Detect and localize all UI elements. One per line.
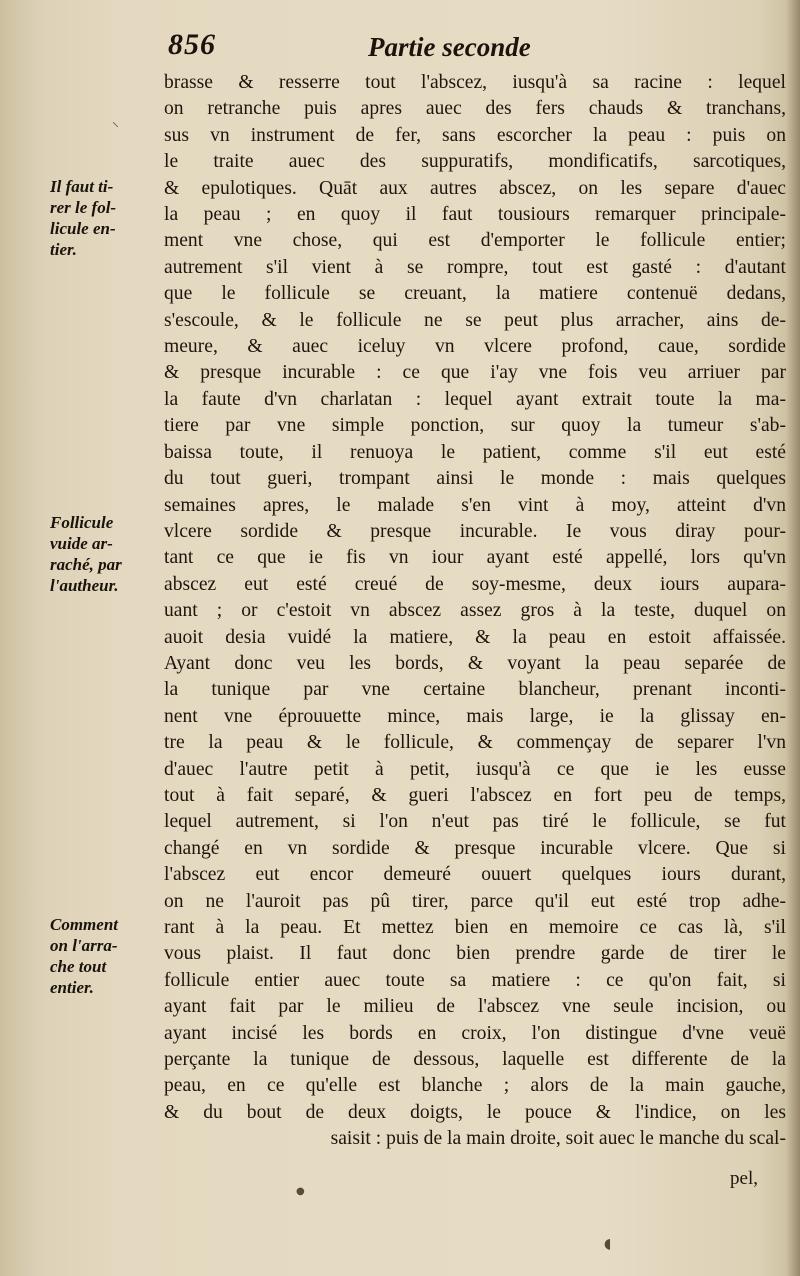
- text-line: meure, & auec iceluy vn vlcere profond, caue, sordide: [164, 336, 786, 358]
- text-line: & presque incurable : ce que i'ay vne fois veu arriuer par: [164, 362, 786, 384]
- catchword: pel,: [730, 1168, 758, 1189]
- margin-note-line: tier.: [50, 240, 77, 259]
- text-line: que le follicule se creuant, la matiere contenuë dedans,: [164, 283, 786, 305]
- text-line: rant à la peau. Et mettez bien en memoire ce cas là, s'il: [164, 917, 786, 938]
- text-line: perçante la tunique de dessous, laquelle est differente de la: [164, 1049, 786, 1071]
- margin-note-line: licule en-: [50, 219, 116, 238]
- margin-note-line: Comment: [50, 915, 119, 934]
- main-text-block: [164, 70, 786, 1153]
- margin-note-how-to-extract: [50, 914, 158, 998]
- margin-note-empty-follicle: [50, 512, 158, 596]
- text-line: ayant incisé les bords en croix, l'on distingue d'vne veuë: [164, 1022, 786, 1044]
- text-line: brasse & resserre tout l'abscez, iusqu'à sa racine : lequel: [164, 72, 786, 93]
- text-line: peau, en ce qu'elle est blanche ; alors de la main gauche,: [164, 1075, 786, 1097]
- text-line: baissa toute, il renuoya le patient, comme s'il eut esté: [164, 441, 786, 463]
- margin-note-line: l'autheur.: [50, 576, 119, 595]
- ink-speck-mark: ⸌: [112, 120, 119, 136]
- margin-note-line: che tout: [50, 957, 107, 976]
- text-line: semaines apres, le malade s'en vint à moy, atteint d'vn: [164, 494, 786, 516]
- margin-note-line: Il faut ti-: [50, 177, 114, 196]
- page-number: 856: [168, 28, 216, 61]
- margin-note-line: Follicule: [50, 513, 114, 532]
- text-line: sus vn instrument de fer, sans escorcher la peau : puis on: [164, 124, 786, 146]
- text-line: abscez eut esté creué de soy-mesme, deux iours aupara-: [164, 573, 786, 595]
- text-line: d'auec l'autre petit à petit, iusqu'à ce que ie les eusse: [164, 758, 786, 780]
- margin-note-line: entier.: [50, 978, 94, 997]
- text-line: Ayant donc veu les bords, & voyant la peau separée de: [164, 652, 786, 674]
- text-line: la faute d'vn charlatan : lequel ayant extrait toute la ma-: [164, 388, 786, 410]
- margin-note-line: vuide ar-: [50, 534, 113, 553]
- margin-note-line: raché, par: [50, 555, 122, 574]
- text-line: saisit : puis de la main droite, soit auec le manche du scal-: [330, 1128, 786, 1150]
- text-line: le traite auec des suppuratifs, mondificatifs, sarcotiques,: [164, 151, 786, 173]
- ink-dot-mark: ●: [296, 1186, 305, 1197]
- text-line: tout à fait separé, & gueri l'abscez en fort peu de temps,: [164, 784, 786, 806]
- page-header: [168, 28, 588, 72]
- text-line: autrement s'il vient à se rompre, tout est gasté : d'autant: [164, 256, 786, 278]
- text-line: uant ; or c'estoit vn abscez assez gros à la teste, duquel on: [164, 600, 786, 622]
- text-line: vous plaist. Il faut donc bien prendre garde de tirer le: [164, 943, 786, 965]
- text-line: du tout gueri, trompant ainsi le monde : mais quelques: [164, 468, 786, 490]
- text-line: tre la peau & le follicule, & commençay de separer l'vn: [164, 732, 786, 754]
- running-head: Partie seconde: [368, 32, 531, 62]
- text-line: follicule entier auec toute sa matiere : ce qu'on fait, si: [164, 969, 786, 991]
- page-gutter-shadow: [786, 0, 800, 1276]
- text-line: s'escoule, & le follicule ne se peut plus arracher, ains de-: [164, 309, 786, 331]
- text-line: vlcere sordide & presque incurable. Ie vous diray pour-: [164, 520, 786, 542]
- text-line: tant ce que ie fis vn iour ayant esté appellé, lors qu'vn: [164, 547, 786, 569]
- text-line: ayant fait par le milieu de l'abscez vne seule incision, ou: [164, 996, 786, 1018]
- text-line: on retranche puis apres auec des fers chauds & tranchans,: [164, 98, 786, 120]
- text-line: on ne l'auroit pas pû tirer, parce qu'il eut esté trop adhe-: [164, 890, 786, 912]
- margin-note-line: on l'arra-: [50, 936, 118, 955]
- margin-note-follicle-entire: [50, 176, 158, 260]
- text-line: auoit desia vuidé la matiere, & la peau en estoit affaissée.: [164, 626, 786, 648]
- text-line: la peau ; en quoy il faut tousiours remarquer principale-: [164, 204, 786, 226]
- text-line: changé en vn sordide & presque incurable vlcere. Que si: [164, 837, 786, 859]
- text-line: & du bout de deux doigts, le pouce & l'indice, on les: [164, 1101, 786, 1123]
- text-line: nent vne éprouuette mince, mais large, ie la glissay en-: [164, 705, 786, 727]
- text-line: & epulotiques. Quāt aux autres abscez, on les separe d'auec: [164, 177, 786, 199]
- text-line: l'abscez eut encor demeuré ouuert quelques iours durant,: [164, 864, 786, 886]
- text-line: la tunique par vne certaine blancheur, prenant inconti-: [164, 679, 786, 701]
- margin-note-line: rer le fol-: [50, 198, 117, 217]
- text-line: ment vne chose, qui est d'emporter le follicule entier;: [164, 230, 786, 252]
- ink-speck-mark: ◖: [604, 1236, 612, 1252]
- text-line: tiere par vne simple ponction, sur quoy la tumeur s'ab-: [164, 415, 786, 437]
- text-line: lequel autrement, si l'on n'eut pas tiré le follicule, se fut: [164, 811, 786, 833]
